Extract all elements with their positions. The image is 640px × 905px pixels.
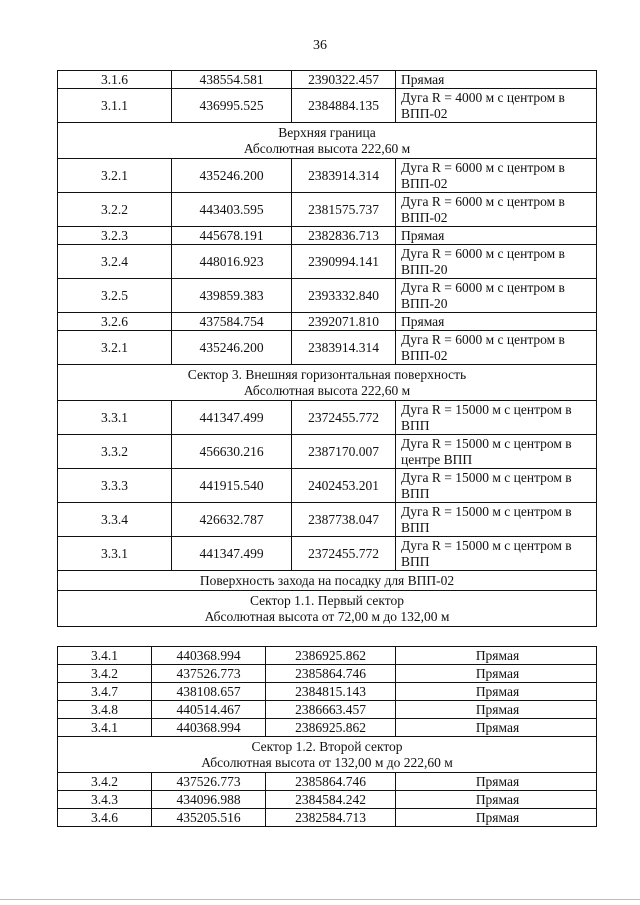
coordinates-table (57, 70, 597, 627)
point-id: 3.4.8 (58, 701, 152, 719)
segment-description: Прямая (396, 719, 597, 737)
section-height: Абсолютная высота 222,60 м (243, 382, 411, 398)
x-coordinate: 438108.657 (152, 683, 266, 701)
page-edge-line (0, 899, 640, 900)
segment-description: Дуга R = 4000 м с центром в ВПП-02 (396, 89, 597, 123)
table-row (58, 227, 597, 245)
segment-description: Прямая (396, 701, 597, 719)
x-coordinate: 437526.773 (152, 773, 266, 791)
point-id: 3.3.4 (58, 503, 172, 537)
table-row (58, 401, 597, 435)
table-row (58, 331, 597, 365)
point-id: 3.2.1 (58, 331, 172, 365)
x-coordinate: 426632.787 (172, 503, 292, 537)
segment-description: Прямая (396, 773, 597, 791)
x-coordinate: 445678.191 (172, 227, 292, 245)
point-id: 3.3.2 (58, 435, 172, 469)
point-id: 3.4.1 (58, 719, 152, 737)
table-row (58, 193, 597, 227)
x-coordinate: 438554.581 (172, 71, 292, 89)
x-coordinate: 435246.200 (172, 331, 292, 365)
x-coordinate: 434096.988 (152, 791, 266, 809)
y-coordinate: 2386925.862 (266, 647, 396, 665)
segment-description: Прямая (396, 647, 597, 665)
table-row (58, 665, 597, 683)
x-coordinate: 440368.994 (152, 719, 266, 737)
approach-surface-title: Поверхность захода на посадку для ВПП-02 (58, 571, 597, 591)
section-header (58, 737, 597, 773)
segment-description: Дуга R = 15000 м с центром в ВПП (396, 401, 597, 435)
section-header (58, 591, 597, 627)
section-height: Абсолютная высота от 132,00 м до 222,60 м (201, 754, 453, 770)
table-row (58, 89, 597, 123)
table-row (58, 701, 597, 719)
table-row (58, 279, 597, 313)
section-title: Верхняя граница (278, 124, 376, 140)
point-id: 3.4.1 (58, 647, 152, 665)
y-coordinate: 2393332.840 (292, 279, 396, 313)
segment-description: Дуга R = 6000 м с центром в ВПП-02 (396, 331, 597, 365)
segment-description: Дуга R = 6000 м с центром в ВПП-02 (396, 159, 597, 193)
segment-description: Прямая (396, 313, 597, 331)
segment-description: Прямая (396, 227, 597, 245)
y-coordinate: 2372455.772 (292, 401, 396, 435)
point-id: 3.2.2 (58, 193, 172, 227)
x-coordinate: 436995.525 (172, 89, 292, 123)
section-height: Абсолютная высота от 72,00 м до 132,00 м (204, 608, 450, 624)
segment-description: Дуга R = 15000 м с центром в ВПП (396, 537, 597, 571)
point-id: 3.3.1 (58, 537, 172, 571)
point-id: 3.4.7 (58, 683, 152, 701)
x-coordinate: 440514.467 (152, 701, 266, 719)
y-coordinate: 2392071.810 (292, 313, 396, 331)
segment-description: Дуга R = 6000 м с центром в ВПП-20 (396, 245, 597, 279)
section-header (58, 571, 597, 591)
y-coordinate: 2382584.713 (266, 809, 396, 827)
point-id: 3.1.1 (58, 89, 172, 123)
table-row (58, 647, 597, 665)
point-id: 3.1.6 (58, 71, 172, 89)
table-row (58, 809, 597, 827)
x-coordinate: 441347.499 (172, 401, 292, 435)
segment-description: Прямая (396, 683, 597, 701)
x-coordinate: 439859.383 (172, 279, 292, 313)
page-number: 36 (313, 38, 327, 53)
table-row (58, 159, 597, 193)
point-id: 3.2.3 (58, 227, 172, 245)
table-row (58, 245, 597, 279)
y-coordinate: 2402453.201 (292, 469, 396, 503)
x-coordinate: 441347.499 (172, 537, 292, 571)
x-coordinate: 437584.754 (172, 313, 292, 331)
y-coordinate: 2384884.135 (292, 89, 396, 123)
x-coordinate: 456630.216 (172, 435, 292, 469)
segment-description: Дуга R = 6000 м с центром в ВПП-02 (396, 193, 597, 227)
section-title: Сектор 1.2. Второй сектор (251, 738, 403, 754)
x-coordinate: 437526.773 (152, 665, 266, 683)
y-coordinate: 2387170.007 (292, 435, 396, 469)
table-row (58, 313, 597, 331)
section-header (58, 123, 597, 159)
point-id: 3.2.6 (58, 313, 172, 331)
table-row (58, 791, 597, 809)
point-id: 3.2.1 (58, 159, 172, 193)
section-title: Сектор 1.1. Первый сектор (249, 592, 405, 608)
table-row (58, 719, 597, 737)
point-id: 3.3.3 (58, 469, 172, 503)
segment-description: Дуга R = 15000 м с центром в ВПП (396, 469, 597, 503)
x-coordinate: 443403.595 (172, 193, 292, 227)
segment-description: Дуга R = 15000 м с центром в ВПП (396, 503, 597, 537)
y-coordinate: 2390322.457 (292, 71, 396, 89)
segment-description: Прямая (396, 791, 597, 809)
segment-description: Дуга R = 6000 м с центром в ВПП-20 (396, 279, 597, 313)
x-coordinate: 435205.516 (152, 809, 266, 827)
point-id: 3.4.3 (58, 791, 152, 809)
point-id: 3.4.2 (58, 773, 152, 791)
table-row (58, 683, 597, 701)
segment-description: Прямая (396, 71, 597, 89)
y-coordinate: 2381575.737 (292, 193, 396, 227)
section-header (58, 365, 597, 401)
table-row (58, 503, 597, 537)
x-coordinate: 440368.994 (152, 647, 266, 665)
y-coordinate: 2390994.141 (292, 245, 396, 279)
section-title: Сектор 3. Внешняя горизонтальная поверхность (187, 366, 467, 382)
y-coordinate: 2384584.242 (266, 791, 396, 809)
y-coordinate: 2372455.772 (292, 537, 396, 571)
table-row (58, 773, 597, 791)
x-coordinate: 435246.200 (172, 159, 292, 193)
x-coordinate: 441915.540 (172, 469, 292, 503)
table-row (58, 469, 597, 503)
y-coordinate: 2385864.746 (266, 773, 396, 791)
y-coordinate: 2383914.314 (292, 331, 396, 365)
point-id: 3.2.4 (58, 245, 172, 279)
point-id: 3.3.1 (58, 401, 172, 435)
point-id: 3.2.5 (58, 279, 172, 313)
y-coordinate: 2385864.746 (266, 665, 396, 683)
y-coordinate: 2386925.862 (266, 719, 396, 737)
segment-description: Прямая (396, 665, 597, 683)
point-id: 3.4.2 (58, 665, 152, 683)
y-coordinate: 2382836.713 (292, 227, 396, 245)
y-coordinate: 2386663.457 (266, 701, 396, 719)
y-coordinate: 2384815.143 (266, 683, 396, 701)
y-coordinate: 2383914.314 (292, 159, 396, 193)
segment-description: Прямая (396, 809, 597, 827)
approach-coordinates-table (57, 646, 597, 827)
table-row (58, 71, 597, 89)
segment-description: Дуга R = 15000 м с центром в центре ВПП (396, 435, 597, 469)
table-row (58, 537, 597, 571)
x-coordinate: 448016.923 (172, 245, 292, 279)
table-row (58, 435, 597, 469)
y-coordinate: 2387738.047 (292, 503, 396, 537)
point-id: 3.4.6 (58, 809, 152, 827)
section-height: Абсолютная высота 222,60 м (243, 140, 411, 156)
